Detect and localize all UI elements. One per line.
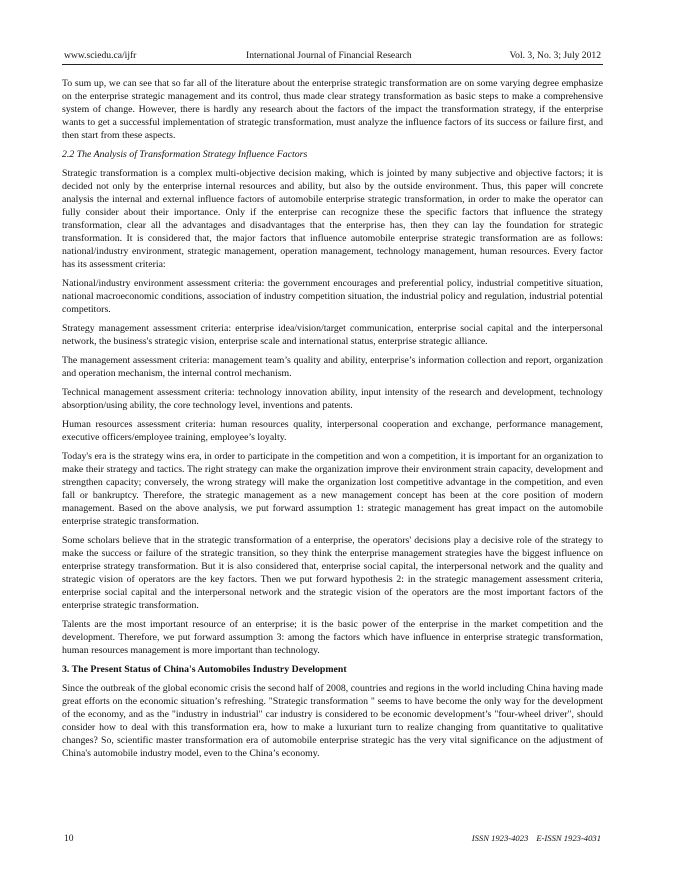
article-body [62,77,603,766]
paragraph-hypothesis-2: Some scholars believe that in the strategic transformation of a enterprise, the operators' decisions play a decisive role of the strategy to make the success or failure of the strategic transition, so they think the enterprise management strategies have the biggest influence on enterprise strategy transformation. But it is also considered that, enterprise social capital, the interpersonal network and the quality and strategic vision of operators are the key factors. Then we put forward hypothesis 2: in the strategic management assessment criteria, enterprise social capital and the interpersonal network and the strategic vision of the operators are the most important factors of the enterprise strategic transformation. [62,535,603,611]
journal-title: International Journal of Financial Research [246,50,412,61]
eissn: E-ISSN 1923-4031 [536,833,601,843]
paragraph-human-resources-criteria: Human resources assessment criteria: human resources quality, interpersonal cooperation and exchange, performance management, executive officers/employee training, employee’s loyalty. [62,419,603,443]
running-header [62,50,603,65]
paragraph-management-criteria: The management assessment criteria: management team’s quality and ability, enterprise’s information collection and report, organization and operation mechanism, the internal control mechanism. [62,355,603,379]
paragraph-present-status: Since the outbreak of the global economic crisis the second half of 2008, countries and regions in the world including China having made great efforts on the economic situation’s refreshing. "Strategic transformation " seems to have become the only way for the development of the economy, and as the "industry in industrial" car industry is considered to be economic development’s "four-wheel driver", should consider how to deal with this transformation era, how to make a luxuriant turn to realize changing from quantitative to qualitative changes? So, scientific master transformation era of automobile enterprise strategic has the very vital significance on the adjustment of China's automobile industry model, even to the China’s economy. [62,683,603,759]
page-number: 10 [64,833,74,844]
paragraph-literature-summary: To sum up, we can see that so far all of the literature about the enterprise strategic transformation are on some varying degree emphasize on the enterprise strategic management and its control, thus made clear strategy transformation as basic steps to make a comprehensive system of change. However, there is hardly any research about the factors of the impact the transformation strategy, if the enterprise wants to get a successful implementation of strategic transformation, must analyze the influence factors of its success or failure first, and then start from these aspects. [62,78,603,141]
journal-website-link[interactable]: www.sciedu.ca/ijfr [64,50,137,61]
subsection-heading: 2.2 The Analysis of Transformation Strategy Influence Factors [62,149,308,160]
paragraph-national-industry-criteria: National/industry environment assessment criteria: the government encourages and preferential policy, industrial competitive situation, national macroeconomic conditions, association of industry competition situation, the industrial policy and regulation, industrial potential competitors. [62,278,603,315]
issn-line [464,833,601,843]
section-heading: 3. The Present Status of China's Automobiles Industry Development [62,664,347,675]
page-footer [62,833,603,847]
volume-issue: Vol. 3, No. 3; July 2012 [509,50,601,61]
paragraph-strategy-management-criteria: Strategy management assessment criteria: enterprise idea/vision/target communication, enterprise social capital and the interpersonal network, the business's strategic vision, enterprise scale and international status, enterprise strategic alliance. [62,323,603,347]
paragraph-assumption-1: Today's era is the strategy wins era, in order to participate in the competition and won a competition, it is important for an organization to make their strategy and tactics. The right strategy can make the organization improve their environment strain capacity, development and strengthen capacity; conversely, the wrong strategy will make the organization lost competitive advantage in the competition, and even fall or bankruptcy. Therefore, the strategic management as a new management concept has been at the core position of modern management. Based on the above analysis, we put forward assumption 1: strategic management has great impact on the automobile enterprise strategic transformation. [62,451,603,527]
paragraph-strategic-transformation: Strategic transformation is a complex multi-objective decision making, which is jointed by many subjective and objective factors; it is decided not only by the enterprise internal resources and ability, but also by the outside environment. Thus, this paper will concrete analysis the internal and external influence factors of automobile enterprise strategic transformation, in order to make the operator can fully consider about their importance. Only if the enterprise can recognize these the specific factors that influence the strategy transformation, clear all the advantages and disadvantages that the enterprise has, then they can lay the foundation for strategic transformation. It is considered that, the major factors that influence automobile enterprise strategic transformation are as follows: national/industry environment, strategic management, operation management, technology management, human resources. Every factor has its assessment criteria: [62,168,603,270]
issn: ISSN 1923-4023 [471,833,529,843]
paragraph-assumption-3: Talents are the most important resource of an enterprise; it is the basic power of the enterprise in the market competition and the development. Therefore, we put forward assumption 3: among the factors which have influence in enterprise strategic transformation, human resources management is more important than technology. [62,619,603,656]
paragraph-technical-criteria: Technical management assessment criteria: technology innovation ability, input intensity of the research and development, technology absorption/using ability, the core technology level, inventions and patents. [62,387,603,411]
